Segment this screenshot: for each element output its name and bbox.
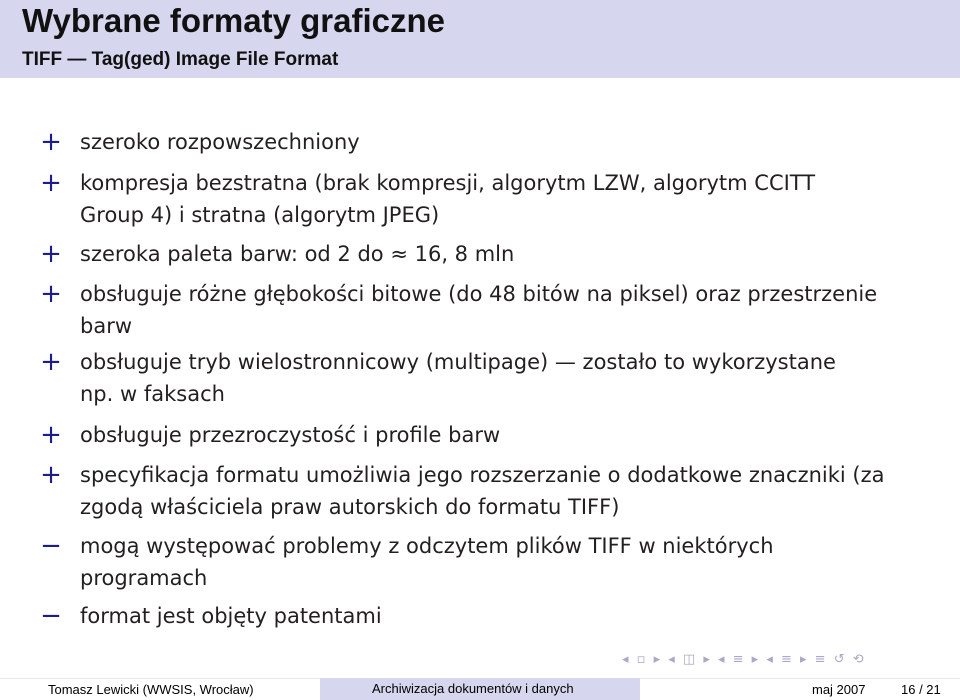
item-line: format jest objęty patentami [80, 604, 382, 628]
item-line: Group 4) i stratna (algorytm JPEG) [80, 203, 440, 227]
item-line: programach [80, 566, 208, 590]
item-text [80, 346, 940, 410]
slide-title: Wybrane formaty graficzne [22, 2, 446, 39]
item-text [80, 600, 940, 632]
item-line: barw [80, 314, 133, 338]
item-line: kompresja bezstratna (brak kompresji, algorytm LZW, algorytm CCITT [80, 171, 816, 195]
footer-talk-title: Archiwizacja dokumentów i danych [372, 681, 574, 696]
minus-icon: − [40, 531, 62, 561]
item-line: obsługuje przezroczystość i profile barw [80, 423, 501, 447]
footer-author: Tomasz Lewicki (WWSIS, Wrocław) [48, 682, 254, 697]
item-line: obsługuje tryb wielostronnicowy (multipage) — zostało to wykorzystane [80, 350, 836, 374]
item-text [80, 530, 940, 594]
slide-footer [0, 678, 960, 700]
plus-icon: + [40, 420, 62, 450]
item-line: np. w faksach [80, 382, 225, 406]
plus-icon: + [40, 460, 62, 490]
item-text [80, 419, 940, 451]
plus-icon: + [40, 239, 62, 269]
minus-icon: − [40, 601, 62, 631]
footer-date-box [640, 678, 960, 700]
item-text [80, 126, 940, 158]
item-text [80, 459, 940, 523]
item-line: szeroko rozpowszechniony [80, 130, 360, 154]
slide-subtitle: TIFF — Tag(ged) Image File Format [22, 49, 339, 70]
plus-icon: + [40, 347, 62, 377]
plus-icon: + [40, 168, 62, 198]
beamer-navigation-icons[interactable]: ◂ ▫ ▸ ◂ ◫ ▸ ◂ ≡ ▸ ◂ ≡ ▸ ≡ ↺ ⟲ [622, 652, 866, 667]
plus-icon: + [40, 127, 62, 157]
item-line: szeroka paleta barw: od 2 do ≈ 16, 8 mln [80, 242, 515, 266]
footer-title-box [320, 678, 640, 700]
item-line: obsługuje różne głębokości bitowe (do 48 bitów na piksel) oraz przestrzenie [80, 282, 878, 306]
item-text [80, 167, 940, 231]
footer-page-number: 16 / 21 [901, 682, 941, 697]
item-text [80, 238, 940, 270]
footer-date: maj 2007 [812, 682, 866, 697]
item-line: specyfikacja formatu umożliwia jego rozszerzanie o dodatkowe znaczniki (za [80, 463, 885, 487]
item-text [80, 278, 940, 342]
plus-icon: + [40, 279, 62, 309]
footer-author-box [0, 678, 320, 700]
item-line: mogą występować problemy z odczytem plików TIFF w niektórych [80, 534, 774, 558]
item-line: zgodą właściciela praw autorskich do formatu TIFF) [80, 495, 620, 519]
